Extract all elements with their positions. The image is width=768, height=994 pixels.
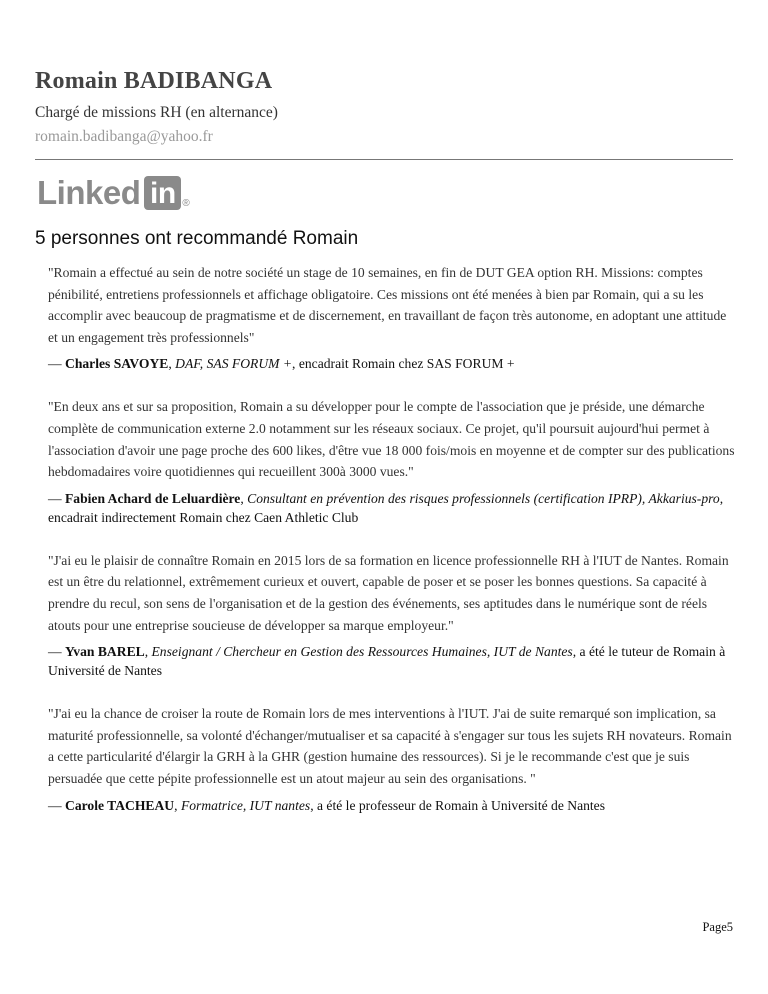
recommender-relation: , encadrait Romain chez SAS FORUM + [292,356,515,372]
registered-mark: ® [182,198,190,209]
recommendation-quote: "Romain a effectué au sein de notre société un stage de 10 semaines, en fin de DUT GEA option RH. Missions: comptes pénibilité, entretiens professionnels et affichage obligatoire. Ces missions ont été menées à bien par Romain, qui a su les accomplir avec beaucoup de pragmatisme et de discernement, en travaillant de façon très autonome, en adoptant une attitude et un engagement très professionnels" [48,265,727,345]
attribution-separator: , [240,490,248,506]
attribution-dash: — [48,356,65,372]
linkedin-logo [37,176,190,212]
recommendation-quote: "En deux ans et sur sa proposition, Romain a su développer pour le compte de l'association que je préside, une démarche complète de communication externe 2.0 notamment sur les réseaux sociaux. Ce projet, qu'il poursuit aujourd'hui permet à l'association d'avoir une page proche des 600 likes, d'être vue 18 000 fois/mois en moyenne et de compter sur des publications hebdomadaires voire quotidiennes qui recueillent 300à 3000 vues." [48,399,735,480]
recommendation-item [48,262,738,373]
recommendation-attribution [48,796,738,815]
recommendation-item [48,550,738,680]
attribution-separator: , [168,356,176,372]
attribution-dash: — [48,797,65,813]
recommendation-quote: "J'ai eu le plaisir de connaître Romain en 2015 lors de sa formation en licence professionnelle RH à l'IUT de Nantes. Romain est un être du relationnel, extrêmement curieux et ouvert, capable de poser et se poser les bonnes questions. Sa capacité à prendre du recul, son sens de l'organisation et de la gestion des événements, ses aptitudes dans le numérique sont de réels atouts pour une entreprise soucieuse de développer sa marque employeur." [48,552,729,633]
recommender-name: Carole TACHEAU [65,797,175,813]
recommendation-attribution [48,642,738,680]
recommendation-quote: "J'ai eu la chance de croiser la route de Romain lors de mes interventions à l'IUT. J'ai de suite remarqué son implication, sa maturité professionnelle, sa volonté d'échanger/mutualiser et sa capacité à s'engager sur tous les sujets RH novateurs. Romain a cette particularité d'élargir la GRH à la GHR (gestion humaine des ressources). Si je le recommande c'est que je suis persuadée que cette pépite professionnelle est un atout majeur au sein des organisations. " [48,706,732,786]
recommender-role: Enseignant / Chercheur en Gestion des Ressources Humaines, IUT de Nantes [151,644,573,660]
header-divider [35,159,733,160]
attribution-separator: , [144,644,152,660]
recommendations-list [48,262,738,838]
linkedin-logo-word: Linked [37,174,141,211]
attribution-dash: — [48,490,65,506]
recommender-role: Consultant en prévention des risques professionnels (certification IPRP), Akkarius-pro [247,490,720,506]
recommendation-item [48,703,738,814]
recommender-name: Fabien Achard de Leluardière [65,490,241,506]
attribution-dash: — [48,644,65,660]
page-number: Page5 [702,920,733,934]
recommender-role: Formatrice, IUT nantes [180,797,311,813]
recommender-relation: , encadrait indirectement Romain chez Caen Athletic Club [48,490,724,525]
recommender-role: DAF, SAS FORUM + [175,356,293,372]
recommender-relation: , a été le professeur de Romain à Université de Nantes [310,797,606,813]
recommendation-item [48,396,738,526]
recommender-name: Yvan BAREL [65,644,145,660]
profile-email[interactable]: romain.badibanga@yahoo.fr [35,128,213,145]
attribution-separator: , [174,797,181,813]
recommender-relation: , a été le tuteur de Romain à Université de Nantes [48,644,726,679]
recommender-name: Charles SAVOYE [65,356,169,372]
recommendations-title: 5 personnes ont recommandé Romain [35,228,359,249]
recommendation-attribution [48,354,738,373]
linkedin-logo-box: in [144,176,181,210]
recommendation-attribution [48,489,738,527]
profile-headline: Chargé de missions RH (en alternance) [35,104,278,121]
profile-name: Romain BADIBANGA [35,68,273,94]
